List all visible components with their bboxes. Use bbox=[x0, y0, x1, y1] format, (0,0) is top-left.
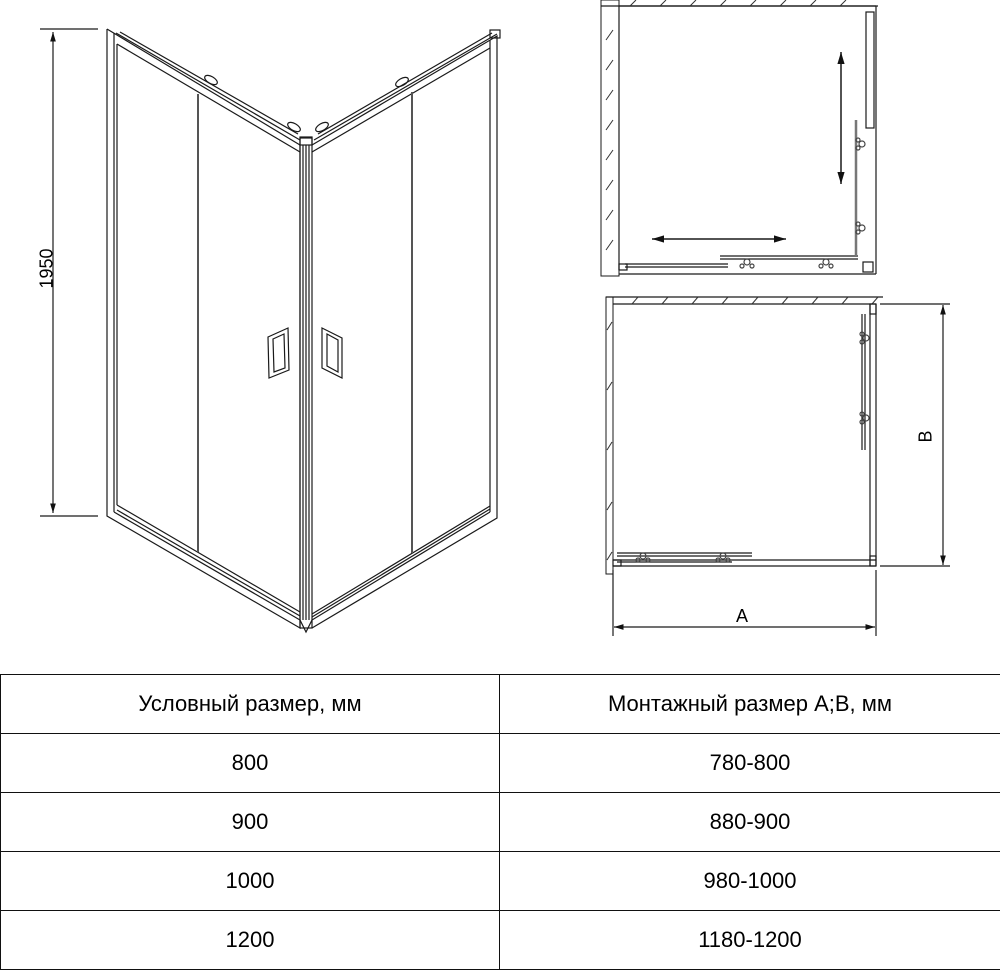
cell-nominal: 1200 bbox=[1, 911, 500, 970]
cell-mounting: 880-900 bbox=[500, 793, 1000, 852]
table-row bbox=[1, 852, 1000, 911]
table-row bbox=[1, 734, 1000, 793]
door-handle-left-icon bbox=[268, 328, 289, 378]
door-handle-right-icon bbox=[322, 328, 342, 378]
cell-nominal: 800 bbox=[1, 734, 500, 793]
top-view-dimensions bbox=[606, 297, 950, 636]
cell-mounting: 980-1000 bbox=[500, 852, 1000, 911]
table-row bbox=[1, 793, 1000, 852]
isometric-view bbox=[40, 29, 500, 632]
dimension-a-label: A bbox=[736, 606, 749, 626]
cell-mounting: 1180-1200 bbox=[500, 911, 1000, 970]
cell-mounting: 780-800 bbox=[500, 734, 1000, 793]
cell-nominal: 1000 bbox=[1, 852, 500, 911]
height-dimension-label: 1950 bbox=[36, 248, 57, 289]
table-row bbox=[1, 911, 1000, 970]
size-table bbox=[0, 674, 1000, 970]
header-mounting-size: Монтажный размер A;B, мм bbox=[500, 675, 1000, 734]
cell-nominal: 900 bbox=[1, 793, 500, 852]
dimension-b-label: B bbox=[915, 430, 936, 443]
top-view-sliding-doors bbox=[601, 0, 878, 276]
header-nominal-size: Условный размер, мм bbox=[1, 675, 500, 734]
table-header-row bbox=[1, 675, 1000, 734]
